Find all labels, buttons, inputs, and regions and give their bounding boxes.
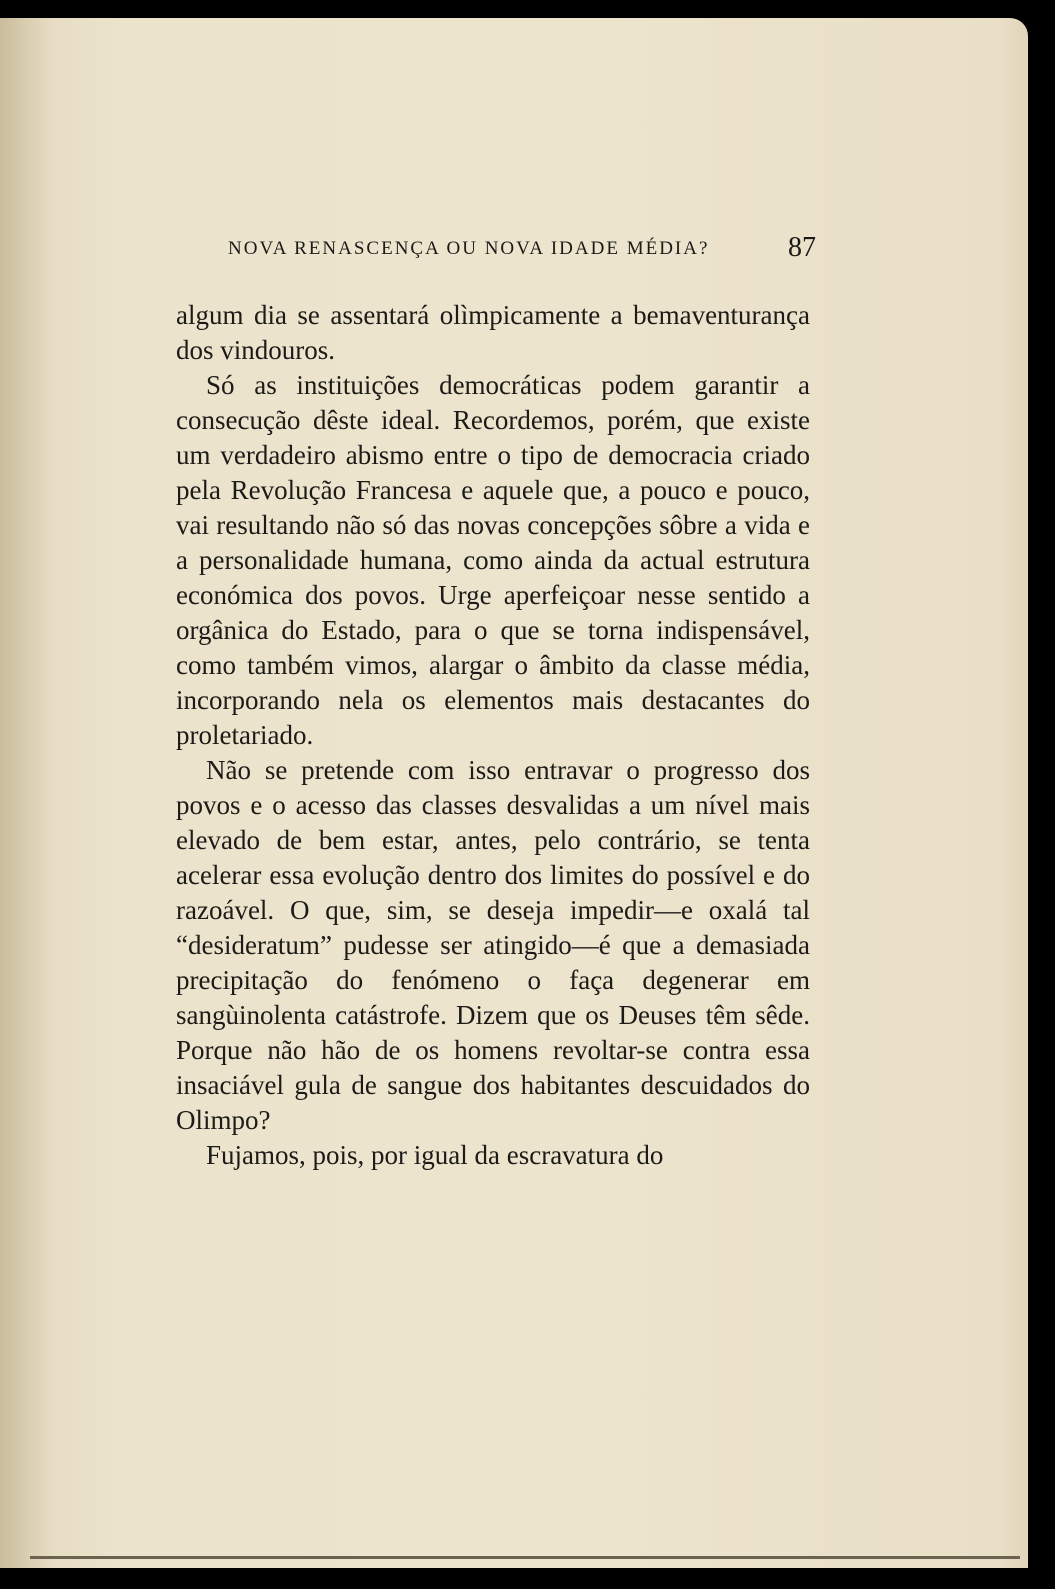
- page-bottom-edge: [30, 1556, 1020, 1559]
- running-title: NOVA RENASCENÇA OU NOVA IDADE MÉDIA?: [228, 238, 710, 259]
- page-number: 87: [788, 232, 816, 263]
- body-text: [176, 298, 810, 1173]
- running-head: [228, 232, 816, 268]
- paragraph-3: Não se pretende com isso entravar o progresso dos povos e o acesso das classes desvalidas a um nível mais elevado de bem estar, antes, pelo contrário, se tenta acelerar essa evolução dentro dos limites do possível e do razoável. O que, sim, se deseja impedir—e oxalá tal “desideratum” pudesse ser atingido—é que a demasiada precipitação do fenómeno o faça degenerar em sangùinolenta catástrofe. Dizem que os Deuses têm sêde. Porque não hão de os homens revoltar-se contra essa insaciável gula de sangue dos habitantes descuidados do Olimpo?: [176, 755, 810, 1135]
- paragraph-4: Fujamos, pois, por igual da escravatura do: [206, 1140, 664, 1170]
- paragraph-1: algum dia se assentará olìmpicamente a bemaventurança dos vindouros.: [176, 300, 810, 365]
- paragraph-2: Só as instituições democráticas podem garantir a consecução dêste ideal. Recordemos, porém, que existe um verdadeiro abismo entre o tipo de democracia criado pela Revolução Francesa e aquele que, a pouco e pouco, vai resultando não só das novas concepções sôbre a vida e a personalidade humana, como ainda da actual estrutura económica dos povos. Urge aperfeiçoar nesse sentido a orgânica do Estado, para o que se torna indispensável, como também vimos, alargar o âmbito da classe média, incorporando nela os elementos mais destacantes do proletariado.: [176, 370, 810, 750]
- page-gutter: [0, 18, 52, 1568]
